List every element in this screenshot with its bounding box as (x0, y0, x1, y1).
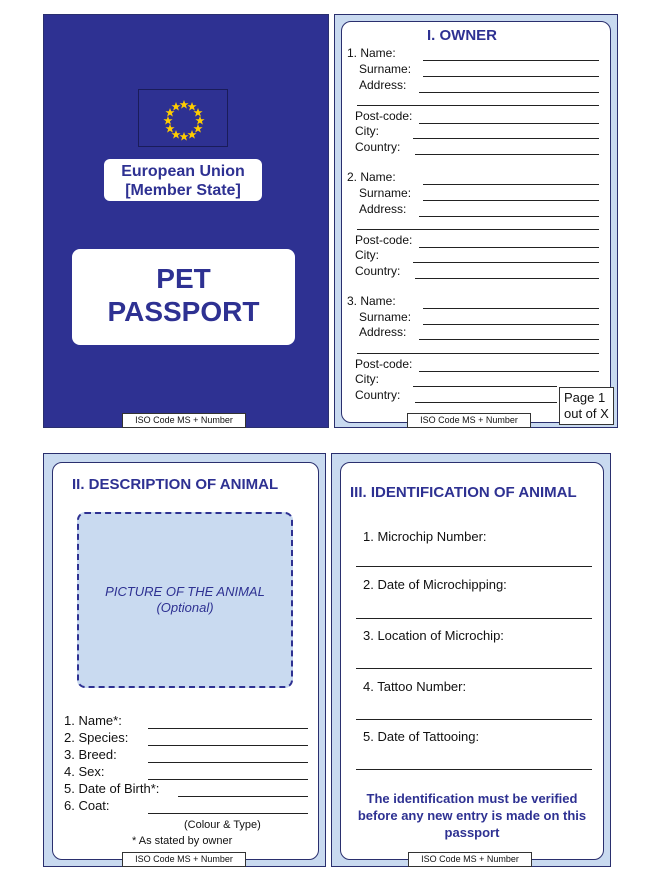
desc-sex-line[interactable] (148, 779, 308, 780)
identification-panel (331, 453, 611, 867)
owner-3-city-line[interactable] (413, 386, 557, 387)
note-line-1: The identification must be verified (366, 791, 578, 806)
owner-1-city-line[interactable] (413, 138, 599, 139)
picture-line-1: PICTURE OF THE ANIMAL (105, 584, 265, 599)
microchip-number-line[interactable] (356, 566, 592, 567)
microchip-location-line[interactable] (356, 668, 592, 669)
page-line-2: out of X (564, 406, 609, 421)
owner-panel (334, 14, 618, 428)
desc-coat-line[interactable] (148, 813, 308, 814)
desc-dob-line[interactable] (178, 796, 308, 797)
owner-3-country-label: Country: (355, 388, 401, 402)
page-line-1: Page 1 (564, 390, 606, 405)
pet-line-2: PASSPORT (107, 296, 260, 327)
owner-3-surname-line[interactable] (423, 324, 599, 325)
owner-2-address-line-2[interactable] (357, 229, 599, 230)
owner-3-address-line-2[interactable] (357, 353, 599, 354)
iso-code-label: ISO Code MS + Number (408, 852, 532, 867)
owner-2-city-line[interactable] (413, 262, 599, 263)
owner-1-address-label: Address: (359, 78, 407, 92)
owner-3-country-line[interactable] (415, 402, 557, 403)
owner-2-country-line[interactable] (415, 278, 599, 279)
desc-name-label: 1. Name*: (64, 713, 122, 728)
owner-1-country-label: Country: (355, 140, 401, 154)
description-title: II. DESCRIPTION OF ANIMAL (72, 476, 279, 493)
verification-note (342, 790, 602, 841)
member-state-label (104, 159, 262, 201)
owner-3-address-label: Address: (359, 325, 407, 339)
animal-picture-area[interactable] (77, 512, 293, 688)
cover-panel (43, 14, 329, 428)
owner-3-postcode-label: Post-code: (355, 357, 413, 371)
owner-1-address-line-2[interactable] (357, 105, 599, 106)
owner-2-city-label: City: (355, 248, 379, 262)
owner-3-city-label: City: (355, 372, 379, 386)
owner-2-surname-label: Surname: (359, 186, 412, 200)
picture-label (79, 584, 291, 616)
owner-1-postcode-label: Post-code: (355, 109, 413, 123)
tattoo-number-line[interactable] (356, 719, 592, 720)
owner-1-surname-label: Surname: (359, 62, 412, 76)
note-line-2: before any new entry is made on this (357, 808, 587, 823)
owner-3-name-label: 3. Name: (347, 294, 396, 308)
owner-2-country-label: Country: (355, 264, 401, 278)
owner-1-surname-line[interactable] (423, 76, 599, 77)
pet-passport-title (72, 249, 295, 345)
owner-3-surname-label: Surname: (359, 310, 412, 324)
colour-type-note: (Colour & Type) (184, 819, 261, 831)
desc-sex-label: 4. Sex: (64, 764, 105, 779)
tattooing-date-line[interactable] (356, 769, 592, 770)
owner-1-country-line[interactable] (415, 154, 599, 155)
desc-coat-label: 6. Coat: (64, 798, 110, 813)
eu-flag-icon (138, 89, 228, 147)
microchipping-date-line[interactable] (356, 618, 592, 619)
iso-code-label: ISO Code MS + Number (122, 413, 246, 428)
desc-species-label: 2. Species: (64, 730, 129, 745)
iso-code-label: ISO Code MS + Number (122, 852, 246, 867)
picture-line-2: (Optional) (156, 600, 214, 615)
microchipping-date-label: 2. Date of Microchipping: (363, 577, 507, 592)
owner-1-name-label: 1. Name: (347, 46, 396, 60)
owner-1-postcode-line[interactable] (419, 123, 599, 124)
owner-2-name-line[interactable] (423, 184, 599, 185)
owner-3-postcode-line[interactable] (419, 371, 599, 372)
owner-2-postcode-label: Post-code: (355, 233, 413, 247)
desc-name-line[interactable] (148, 728, 308, 729)
owner-2-name-label: 2. Name: (347, 170, 396, 184)
owner-2-postcode-line[interactable] (419, 247, 599, 248)
owner-3-name-line[interactable] (423, 308, 599, 309)
owner-1-city-label: City: (355, 124, 379, 138)
microchip-number-label: 1. Microchip Number: (363, 529, 487, 544)
owner-2-address-line[interactable] (419, 216, 599, 217)
owner-2-address-label: Address: (359, 202, 407, 216)
page-count-box (559, 387, 614, 425)
owner-2-surname-line[interactable] (423, 200, 599, 201)
microchip-location-label: 3. Location of Microchip: (363, 628, 504, 643)
description-panel (43, 453, 326, 867)
desc-species-line[interactable] (148, 745, 308, 746)
tattoo-number-label: 4. Tattoo Number: (363, 679, 467, 694)
desc-breed-label: 3. Breed: (64, 747, 117, 762)
desc-dob-label: 5. Date of Birth*: (64, 781, 160, 796)
identification-title: III. IDENTIFICATION OF ANIMAL (350, 484, 577, 501)
desc-breed-line[interactable] (148, 762, 308, 763)
tattooing-date-label: 5. Date of Tattooing: (363, 729, 480, 744)
owner-title: I. OWNER (427, 27, 497, 44)
note-line-3: passport (444, 825, 500, 840)
union-line-2: [Member State] (125, 182, 241, 199)
pet-line-1: PET (156, 263, 211, 294)
union-line-1: European Union (121, 163, 245, 180)
owner-stated-note: * As stated by owner (132, 835, 233, 847)
owner-1-address-line[interactable] (419, 92, 599, 93)
iso-code-label: ISO Code MS + Number (407, 413, 531, 428)
owner-3-address-line[interactable] (419, 339, 599, 340)
owner-1-name-line[interactable] (423, 60, 599, 61)
